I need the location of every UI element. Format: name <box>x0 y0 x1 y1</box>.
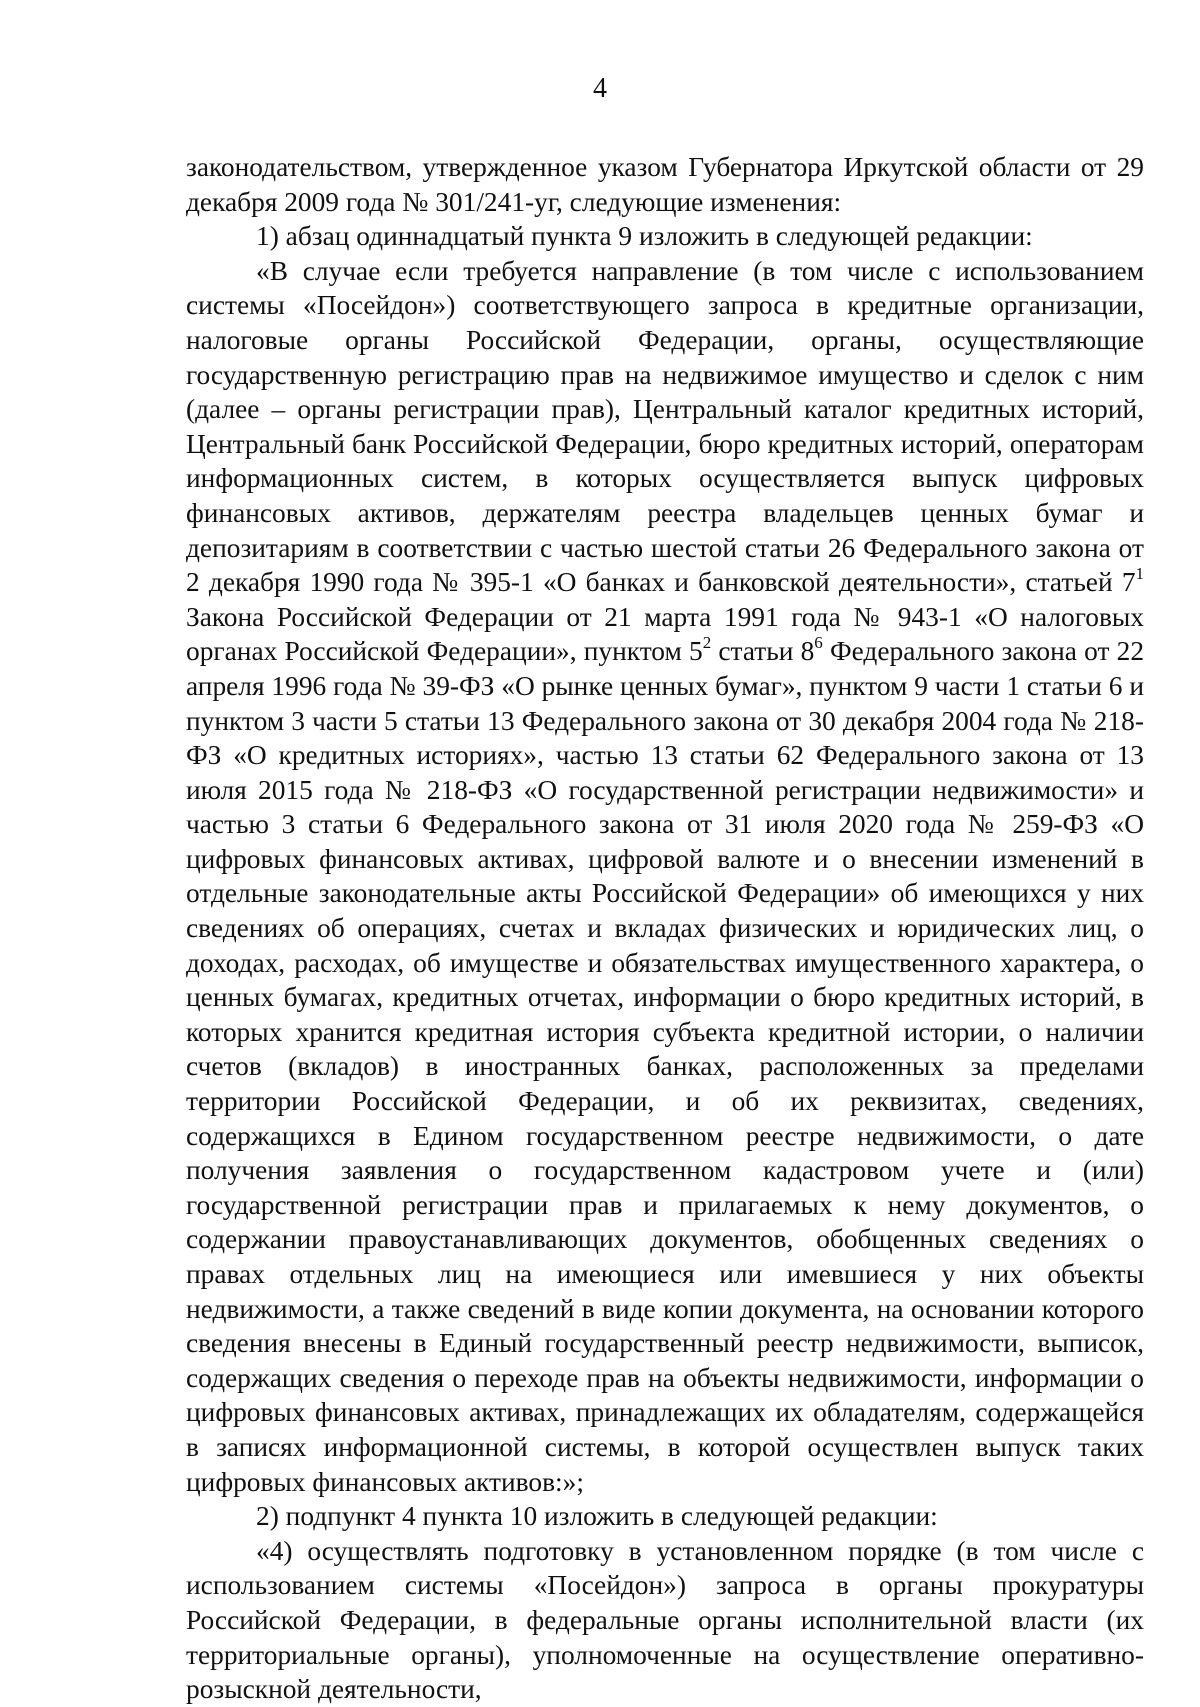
page-number: 4 <box>593 73 607 104</box>
paragraph-item-2-new-wording: «4) осуществлять подготовку в установленном порядке (в том числе с использованием системы «Посейдон») запроса в органы прокуратуры Российской Федерации, в федеральные органы исполнительной власти (их территориальные органы), уполномоченные на осуществление оперативно-розыскной деятельности, <box>186 1535 1144 1705</box>
paragraph-item-1-new-wording: «В случае если требуется направление (в том числе с использованием системы «Посейдон») соответствующего запроса в кредитные организации, налоговые органы Российской Федерации, органы, осуществляющие государственную регистрацию прав на недвижимое имущество и сделок с ним (далее – органы регистрации прав), Центральный каталог кредитных историй, Центральный банк Российской Федерации, бюро кредитных историй, операторам информационных систем, в которых осуществляется выпуск цифровых финансовых активов, держателям реестра владельцев ценных бумаг и депозитариям в соответствии с частью шестой статьи 26 Федерального закона от 2 декабря 1990 года № 395-1 «О банках и банковской деятельности», статьей $7^1$ Закона Российской Федерации от 21 марта 1991 года № 943-1 «О налоговых органах Российской Федерации», пунктом $5^2$ статьи $8^6$ Федерального закона от 22 апреля 1996 года № 39-ФЗ «О рынке ценных бумаг», пунктом 9 части 1 статьи 6 и пунктом 3 части 5 статьи 13 Федерального закона от 30 декабря 2004 года № 218-ФЗ «О кредитных историях», частью 13 статьи 62 Федерального закона от 13 июля 2015 года № 218-ФЗ «О государственной регистрации недвижимости» и частью 3 статьи 6 Федерального закона от 31 июля 2020 года № 259-ФЗ «О цифровых финансовых активах, цифровой валюте и о внесении изменений в отдельные законодательные акты Российской Федерации» об имеющихся у них сведениях об операциях, счетах и вкладах физических и юридических лиц, о доходах, расходах, об имуществе и обязательствах имущественного характера, о ценных бумагах, кредитных отчетах, информации о бюро кредитных историй, в которых хранится кредитная история субъекта кредитной истории, о наличии счетов (вкладов) в иностранных банках, расположенных за пределами территории Российской Федерации, и об их реквизитах, сведениях, содержащихся в Едином государственном реестре недвижимости, о дате получения заявления о государственном кадастровом учете и (или) государственной регистрации прав и прилагаемых к нему документов, о содержании правоустанавливающих документов, обобщенных сведениях о правах отдельных лиц на имеющиеся или имевшиеся у них объекты недвижимости, а также сведений в виде копии документа, на основании которого сведения внесены в Единый государственный реестр недвижимости, выписок, содержащих сведения о переходе прав на объекты недвижимости, информации о цифровых финансовых активах, принадлежащих их обладателям, содержащейся в записях информационной системы, в которой осуществлен выпуск таких цифровых финансовых активов:»; <box>186 255 1145 1497</box>
paragraph-item-1-heading: 1) абзац одиннадцатый пункта 9 изложить в следующей редакции: <box>256 221 1033 252</box>
document-body <box>186 150 1144 1707</box>
paragraph-item-2-heading: 2) подпункт 4 пункта 10 изложить в следующей редакции: <box>256 1501 938 1532</box>
paragraph-intro-continuation: законодательством, утвержденное указом Губернатора Иркутской области от 29 декабря 2009 года № 301/241-уг, следующие изменения: <box>186 152 1144 217</box>
